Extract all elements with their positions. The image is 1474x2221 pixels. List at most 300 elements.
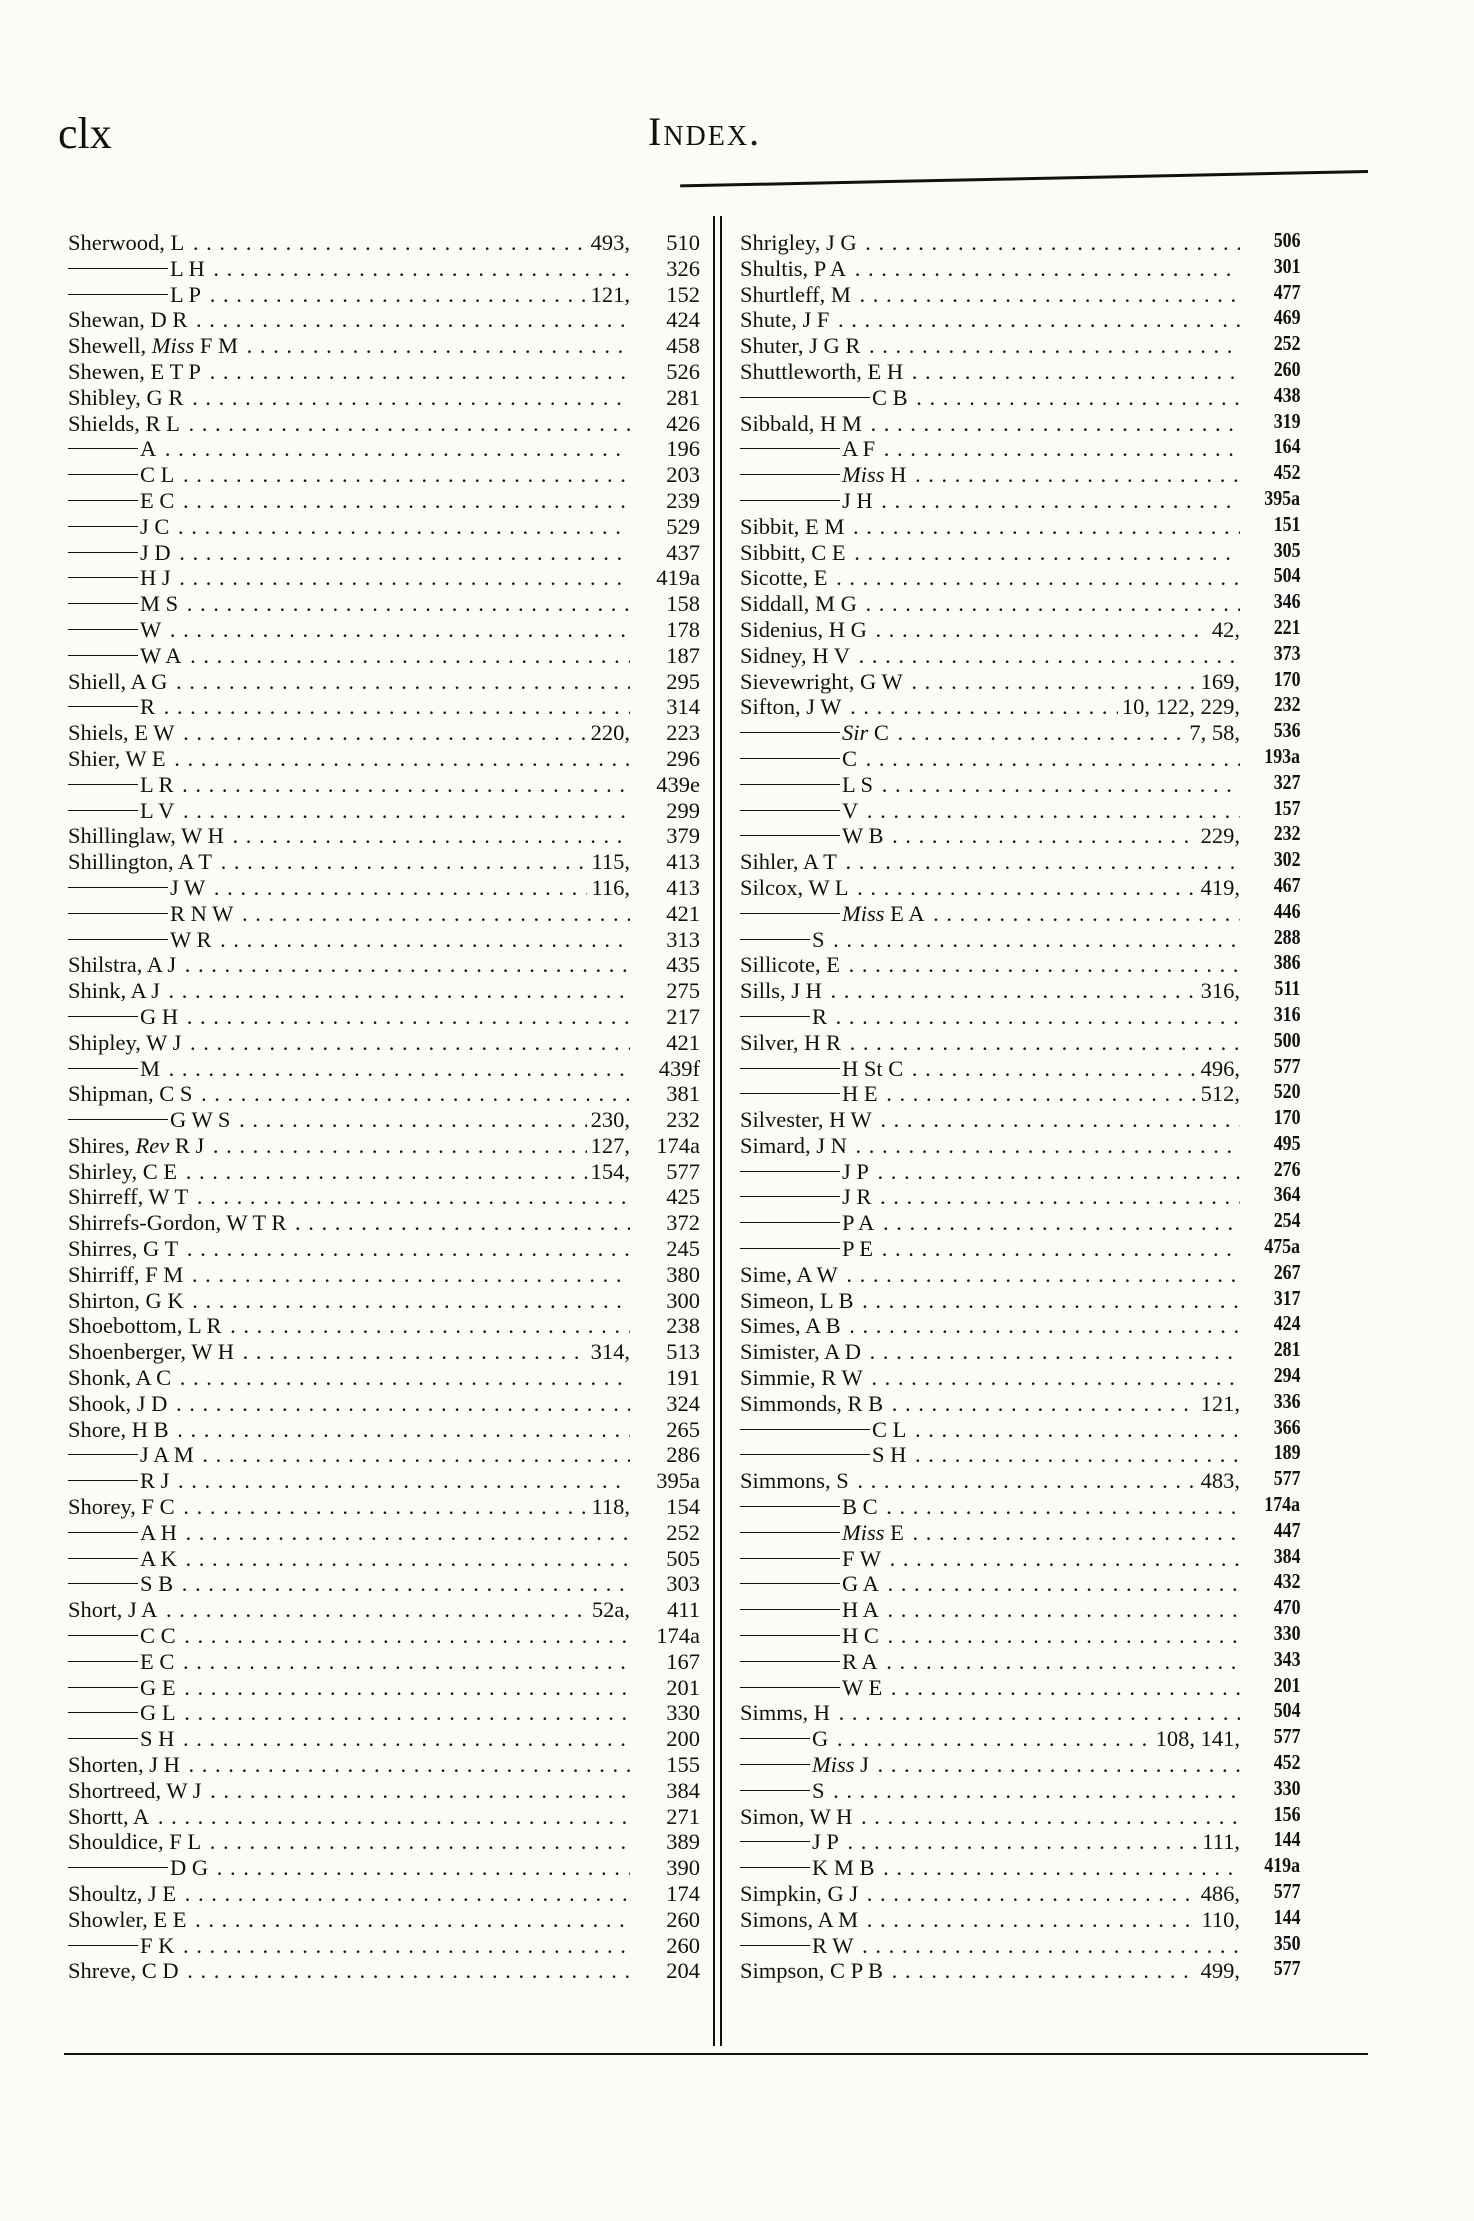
- entry-label: [68, 1339, 236, 1364]
- entry-page: 300: [666, 1287, 700, 1313]
- entry-page: 372: [666, 1210, 700, 1236]
- index-entry: [740, 1517, 1300, 1546]
- entry-page: 390: [666, 1855, 700, 1881]
- entry-label-text: Simes, A B: [740, 1313, 841, 1339]
- entry-page: 155: [666, 1752, 700, 1778]
- entry-label: [740, 1520, 906, 1545]
- ditto-dash: [740, 1583, 840, 1584]
- entry-label-text: Shewell, Miss F M: [68, 333, 239, 359]
- entry-page: 506: [1273, 228, 1300, 252]
- entry-label: [68, 540, 173, 565]
- entry-label-text: B C: [842, 1494, 878, 1520]
- entry-label: [740, 1804, 854, 1829]
- entry-name: [740, 307, 1240, 333]
- entry-label: [68, 1288, 186, 1313]
- entry-name: [68, 307, 630, 333]
- entry-name: [68, 1649, 630, 1675]
- entry-label-text: S: [812, 926, 825, 952]
- entry-page: 510: [666, 230, 700, 255]
- ditto-dash: [740, 448, 840, 449]
- entry-name: [68, 1829, 630, 1855]
- entry-name: [68, 1081, 630, 1107]
- entry-extra-pages: 230,: [587, 1107, 630, 1133]
- entry-name: [740, 436, 1240, 462]
- entry-page: 447: [1273, 1517, 1300, 1542]
- entry-extra-pages: 42,: [1208, 617, 1240, 643]
- ditto-dash: [740, 1222, 840, 1223]
- index-entry: [68, 669, 700, 695]
- entry-name: [740, 798, 1240, 824]
- entry-label: [740, 1442, 908, 1467]
- index-entry: [68, 1726, 700, 1752]
- entry-page: 577: [666, 1158, 700, 1184]
- entry-label: [740, 1649, 880, 1674]
- entry-label-text: R N W: [170, 900, 234, 926]
- entry-label: [68, 1804, 151, 1829]
- entry-label: [68, 359, 203, 384]
- entry-name: [740, 1184, 1240, 1210]
- entry-page: 505: [666, 1545, 700, 1571]
- ditto-dash: [68, 1016, 138, 1017]
- entry-label-text: P E: [842, 1236, 874, 1262]
- entry-page: 191: [666, 1365, 700, 1391]
- entry-page: 239: [666, 487, 700, 513]
- entry-name: [740, 540, 1240, 566]
- entry-label: [68, 1391, 169, 1416]
- ditto-dash: [740, 810, 840, 811]
- entry-page: 381: [666, 1081, 700, 1107]
- entry-label-text: Shirres, G T: [68, 1236, 179, 1262]
- entry-name: [68, 772, 630, 798]
- entry-label: [740, 823, 885, 848]
- index-entry: [68, 1778, 700, 1804]
- entry-name: [68, 1571, 630, 1597]
- entry-name: [68, 1056, 630, 1082]
- index-entry: [740, 924, 1300, 953]
- entry-label-text: E C: [140, 487, 175, 513]
- entry-label: [68, 694, 157, 719]
- entry-name: [740, 1597, 1240, 1623]
- entry-page: 419a: [1264, 1853, 1300, 1878]
- entry-label-text: Simeon, L B: [740, 1287, 854, 1313]
- entry-label-text: R: [812, 1003, 828, 1029]
- entry-label-text: Sills, J H: [740, 978, 822, 1004]
- entry-page: 452: [1273, 460, 1300, 485]
- entry-label-text: Shreve, C D: [68, 1958, 179, 1984]
- entry-name: [68, 978, 630, 1004]
- entry-label: [68, 1649, 176, 1674]
- entry-label-text: H E: [842, 1081, 878, 1107]
- entry-label-text: G: [812, 1726, 829, 1752]
- entry-page: 151: [1273, 511, 1300, 536]
- entry-label: [68, 746, 168, 771]
- index-entry: [68, 333, 700, 359]
- entry-label-text: H C: [842, 1623, 879, 1649]
- ditto-dash: [740, 732, 840, 733]
- entry-label: [740, 1494, 880, 1519]
- entry-label-text: L S: [842, 771, 874, 797]
- ditto-dash: [68, 810, 138, 811]
- entry-page: 267: [1273, 1259, 1300, 1284]
- entry-name: [740, 1030, 1240, 1056]
- ditto-dash: [68, 1635, 138, 1636]
- index-entry: [68, 1829, 700, 1855]
- entry-extra-pages: 486,: [1197, 1881, 1240, 1907]
- entry-label: [740, 1004, 829, 1029]
- entry-label: [68, 1081, 194, 1106]
- entry-extra-pages: 512,: [1197, 1081, 1240, 1107]
- entry-label: [68, 1030, 183, 1055]
- index-entry: [68, 1700, 700, 1726]
- entry-label: [68, 901, 235, 926]
- entry-label: [68, 1907, 188, 1932]
- entry-label-text: G E: [140, 1674, 176, 1700]
- entry-extra-pages: 121,: [587, 282, 630, 308]
- entry-label: [740, 230, 859, 255]
- entry-label: [740, 385, 910, 410]
- entry-label-text: Siddall, M G: [740, 591, 857, 617]
- index-entry: [68, 1546, 700, 1572]
- entry-label: [68, 1004, 180, 1029]
- entry-name: [740, 411, 1240, 437]
- index-entry: [68, 1365, 700, 1391]
- entry-label-text: Sillicote, E: [740, 952, 840, 978]
- entry-name: [68, 1159, 630, 1185]
- entry-page: 193a: [1264, 743, 1300, 768]
- index-entry: [740, 1646, 1300, 1675]
- entry-label: [740, 1417, 908, 1442]
- entry-name: [68, 359, 630, 385]
- entry-name: [740, 1339, 1240, 1365]
- entry-label: [740, 643, 852, 668]
- entry-label-text: Simmonds, R B: [740, 1390, 884, 1416]
- entry-label: [740, 927, 827, 952]
- entry-page: 187: [666, 642, 700, 668]
- entry-page: 469: [1273, 305, 1300, 330]
- index-entry: [68, 1881, 700, 1907]
- entry-label: [68, 1365, 173, 1390]
- index-entry: [740, 640, 1300, 669]
- ditto-dash: [740, 1945, 810, 1946]
- index-entry: [740, 1726, 1300, 1752]
- index-entry: [68, 1159, 700, 1185]
- entry-label-text: Shields, R L: [68, 410, 180, 436]
- entry-label: [68, 1107, 232, 1132]
- entry-label: [740, 1107, 874, 1132]
- ditto-dash: [68, 1945, 138, 1946]
- entry-name: [740, 669, 1240, 695]
- ditto-dash: [68, 1867, 168, 1868]
- entry-name: [740, 1056, 1240, 1082]
- index-entry: [68, 359, 700, 385]
- entry-name: [68, 798, 630, 824]
- index-entry: [740, 872, 1300, 901]
- entry-label: [740, 591, 859, 616]
- entry-label-text: E C: [140, 1648, 175, 1674]
- entry-label-text: F W: [842, 1545, 881, 1571]
- entry-label-text: J H: [842, 487, 873, 513]
- entry-name: [740, 359, 1240, 385]
- entry-name: [740, 1107, 1240, 1133]
- entry-name: [740, 1881, 1240, 1907]
- index-entry: [740, 1130, 1300, 1159]
- entry-page: 167: [666, 1648, 700, 1674]
- entry-label-text: Miss E A: [842, 900, 925, 926]
- entry-label-text: Silver, H R: [740, 1029, 841, 1055]
- entry-page: 577: [1273, 1466, 1300, 1491]
- entry-name: [68, 1417, 630, 1443]
- entry-page: 389: [666, 1829, 700, 1855]
- entry-label-text: G H: [140, 1003, 179, 1029]
- entry-label-text: Shore, H B: [68, 1416, 169, 1442]
- index-entry: [740, 1752, 1300, 1778]
- entry-extra-pages: 220,: [587, 720, 630, 746]
- index-entry: [68, 1288, 700, 1314]
- index-entry: [68, 540, 700, 566]
- entry-label: [740, 1159, 871, 1184]
- entry-label: [740, 1236, 875, 1261]
- entry-label: [68, 1829, 203, 1854]
- entry-label-text: Shute, J F: [740, 307, 830, 333]
- entry-label: [68, 1133, 206, 1158]
- entry-label: [68, 1262, 185, 1287]
- entry-page: 324: [666, 1390, 700, 1416]
- index-entry: [68, 1468, 700, 1494]
- entry-name: [68, 643, 630, 669]
- entry-label-text: Sidenius, H G: [740, 616, 867, 642]
- ditto-dash: [740, 913, 840, 914]
- entry-extra-pages: 496,: [1197, 1056, 1240, 1082]
- entry-extra-pages: 121,: [1197, 1391, 1240, 1417]
- entry-label: [68, 1546, 179, 1571]
- entry-name: [68, 1184, 630, 1210]
- entry-name: [740, 1417, 1240, 1443]
- index-entry: [740, 436, 1300, 462]
- entry-page: 439f: [658, 1055, 700, 1081]
- entry-page: 174a: [656, 1132, 700, 1158]
- ditto-dash: [68, 294, 168, 295]
- entry-label: [68, 1726, 176, 1751]
- entry-name: [740, 823, 1240, 849]
- entry-label: [68, 256, 207, 281]
- entry-page: 536: [1273, 718, 1300, 743]
- entry-label: [740, 952, 842, 977]
- index-entry: [740, 1053, 1300, 1082]
- entry-page: 424: [1273, 1311, 1300, 1336]
- index-entry: [740, 720, 1300, 746]
- entry-label-text: G L: [140, 1700, 176, 1726]
- entry-name: [68, 720, 630, 746]
- column-divider: [720, 216, 722, 2046]
- entry-name: [68, 1855, 630, 1881]
- entry-page: 346: [1273, 589, 1300, 614]
- ditto-dash: [68, 603, 138, 604]
- entry-name: [68, 1468, 630, 1494]
- entry-page: 411: [667, 1597, 700, 1623]
- entry-page: 330: [666, 1700, 700, 1726]
- entry-label: [68, 462, 176, 487]
- entry-page: 438: [1273, 382, 1300, 407]
- index-entry: [740, 1259, 1300, 1288]
- entry-extra-pages: 483,: [1197, 1468, 1240, 1494]
- ditto-dash: [740, 500, 840, 501]
- entry-label-text: R A: [842, 1648, 878, 1674]
- index-entry: [740, 1829, 1300, 1855]
- entry-page: 421: [666, 900, 700, 926]
- entry-page: 336: [1273, 1388, 1300, 1413]
- column-divider: [713, 216, 715, 2046]
- entry-page: 305: [1273, 537, 1300, 562]
- index-entry: [740, 849, 1300, 875]
- index-entry: [68, 1804, 700, 1830]
- entry-name: [740, 772, 1240, 798]
- entry-page: 260: [666, 1906, 700, 1932]
- entry-label-text: G A: [842, 1571, 879, 1597]
- entry-label: [68, 1933, 176, 1958]
- entry-page: 577: [1273, 1956, 1300, 1981]
- entry-page: 526: [666, 358, 700, 384]
- entry-name: [740, 1365, 1240, 1391]
- entry-page: 437: [666, 539, 700, 565]
- entry-label-text: Sifton, J W: [740, 694, 842, 720]
- entry-label: [68, 282, 203, 307]
- entry-name: [740, 1933, 1240, 1959]
- index-entry: [68, 591, 700, 617]
- page-title: Index.: [648, 109, 762, 154]
- entry-label-text: A F: [842, 436, 876, 462]
- entry-label: [68, 230, 186, 255]
- entry-page: 254: [1273, 1208, 1300, 1233]
- entry-label: [740, 256, 848, 281]
- ditto-dash: [68, 1558, 138, 1559]
- entry-label-text: Simpkin, G J: [740, 1881, 859, 1906]
- entry-label-text: S B: [140, 1571, 174, 1597]
- entry-page: 419a: [656, 565, 700, 591]
- index-entry: [68, 514, 700, 540]
- index-entry: [68, 927, 700, 953]
- entry-name: [740, 901, 1240, 927]
- entry-name: [740, 1571, 1240, 1597]
- entry-name: [68, 1236, 630, 1262]
- entry-page: 174a: [656, 1623, 700, 1649]
- entry-name: [68, 1907, 630, 1933]
- entry-page: 495: [1273, 1130, 1300, 1155]
- entry-name: [68, 669, 630, 695]
- entry-page: 470: [1273, 1595, 1300, 1620]
- entry-label: [740, 307, 831, 332]
- entry-label-text: Shier, W E: [68, 745, 166, 771]
- entry-name: [740, 720, 1240, 746]
- ditto-dash: [740, 1867, 810, 1868]
- entry-label: [68, 1210, 288, 1235]
- entry-page: 201: [666, 1674, 700, 1700]
- index-entry: [68, 411, 700, 437]
- entry-page: 477: [1273, 279, 1300, 304]
- entry-label-text: Shirton, G K: [68, 1287, 184, 1313]
- entry-label-text: Simmons, S: [740, 1468, 849, 1494]
- entry-name: [740, 643, 1240, 669]
- index-entry: [68, 617, 700, 643]
- index-entry: [68, 1855, 700, 1881]
- entry-label-text: J A M: [140, 1442, 194, 1468]
- index-entry: [68, 1210, 700, 1236]
- ditto-dash: [740, 1687, 840, 1688]
- entry-label-text: J R: [842, 1184, 872, 1210]
- entry-label: [740, 1958, 885, 1983]
- entry-name: [68, 1133, 630, 1159]
- entry-page: 204: [666, 1958, 700, 1984]
- entry-name: [740, 1855, 1240, 1881]
- entry-label: [740, 1210, 876, 1235]
- index-entry: [68, 772, 700, 798]
- entry-page: 330: [1273, 1775, 1300, 1800]
- entry-label: [740, 1468, 851, 1493]
- index-entry: [740, 279, 1300, 308]
- entry-name: [68, 952, 630, 978]
- entry-name: [68, 591, 630, 617]
- entry-label-text: Shirreff, W T: [68, 1184, 189, 1210]
- index-entry: [740, 1339, 1300, 1365]
- entry-label: [68, 1520, 179, 1545]
- entry-name: [68, 1339, 630, 1365]
- entry-page: 295: [666, 668, 700, 694]
- index-entry: [740, 952, 1300, 978]
- entry-label: [68, 1056, 162, 1081]
- entry-page: 232: [1273, 692, 1300, 717]
- page-folio: clx: [58, 109, 112, 158]
- entry-page: 364: [1273, 1182, 1300, 1207]
- index-entry: [740, 1388, 1300, 1417]
- index-entry: [740, 1001, 1300, 1030]
- index-entry: [68, 1339, 700, 1365]
- entry-label: [68, 1468, 171, 1493]
- index-entry: [68, 823, 700, 849]
- index-entry: [740, 1623, 1300, 1649]
- entry-name: [740, 1700, 1240, 1726]
- index-entry: [740, 769, 1300, 798]
- entry-page: 577: [1273, 1879, 1300, 1903]
- ditto-dash: [68, 1661, 138, 1662]
- entry-label: [68, 1623, 178, 1648]
- entry-label-text: Simms, H: [740, 1700, 831, 1726]
- index-entry: [68, 256, 700, 282]
- entry-page: 245: [666, 1236, 700, 1262]
- entry-label-text: Shouldice, F L: [68, 1829, 202, 1855]
- ditto-dash: [740, 1248, 840, 1249]
- header-rule: [680, 170, 1368, 187]
- entry-label: [740, 1339, 863, 1364]
- entry-extra-pages: 127,: [587, 1133, 630, 1159]
- entry-name: [740, 1804, 1240, 1830]
- entry-label-text: Showler, E E: [68, 1906, 187, 1932]
- ditto-dash: [740, 1196, 840, 1197]
- entry-page: 302: [1273, 847, 1300, 872]
- entry-label: [68, 307, 189, 332]
- index-column-right: [740, 230, 1300, 1984]
- ditto-dash: [740, 939, 810, 940]
- index-entry: [740, 666, 1300, 695]
- entry-label: [68, 1855, 210, 1880]
- index-entry: [740, 1904, 1300, 1933]
- entry-name: [740, 591, 1240, 617]
- ditto-dash: [68, 887, 168, 888]
- entry-page: 413: [666, 849, 700, 875]
- entry-name: [68, 436, 630, 462]
- ditto-dash: [68, 1119, 168, 1120]
- entry-label: [740, 772, 875, 797]
- index-entry: [68, 1623, 700, 1649]
- entry-label-text: Sievewright, G W: [740, 668, 903, 694]
